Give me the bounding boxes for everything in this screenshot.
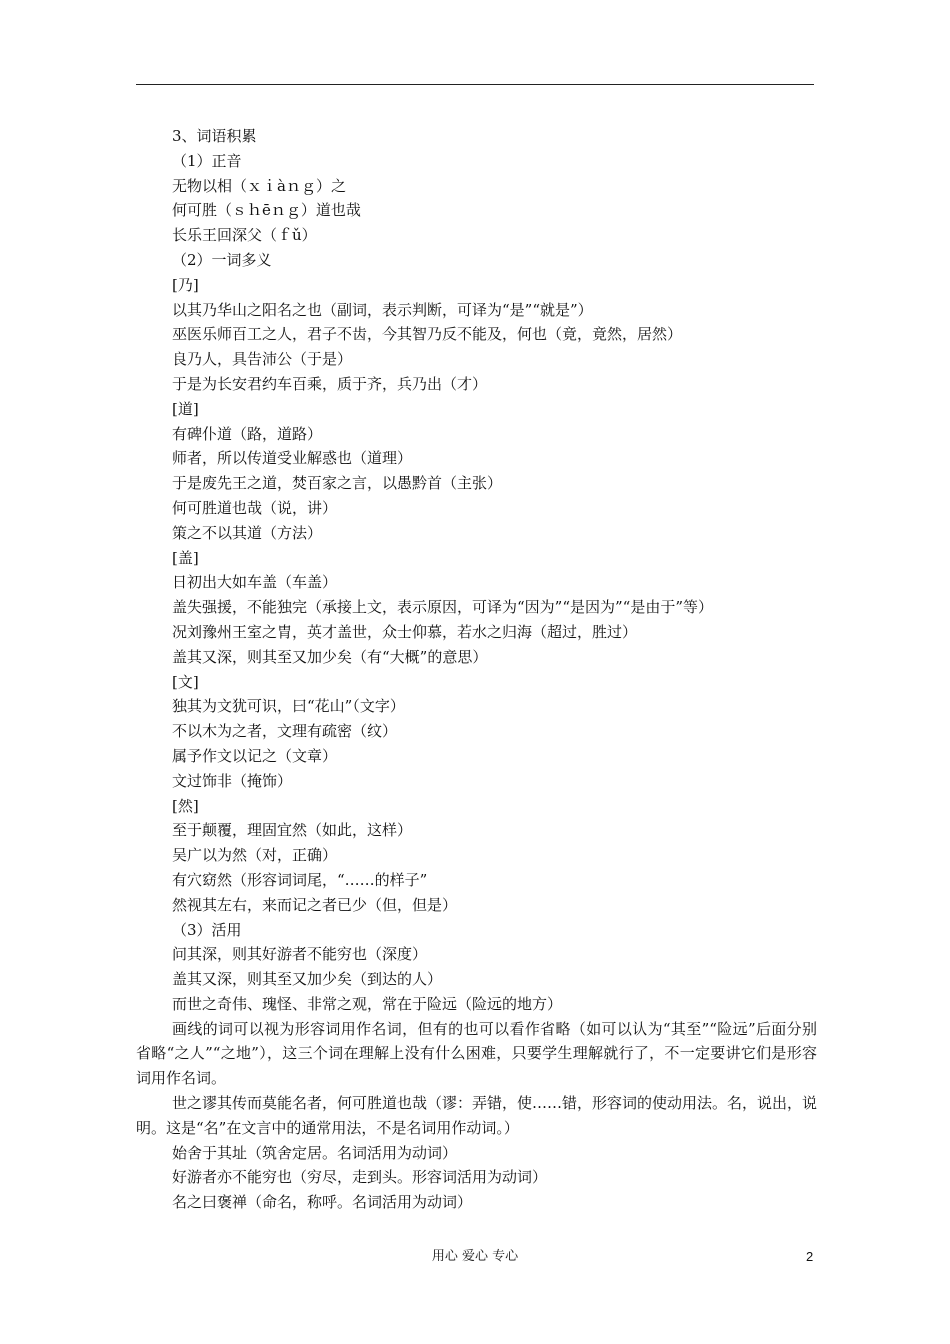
text-line: 盖其又深，则其至又加少矣（有“大概”的意思） xyxy=(172,647,488,666)
text-line: 不以木为之者，文理有疏密（纹） xyxy=(172,722,398,741)
document-body xyxy=(136,124,818,1215)
word-heading: [道] xyxy=(172,399,199,418)
text-line: 有碑仆道（路，道路） xyxy=(172,424,323,443)
text-line: 无物以相（ｘｉàｎｇ）之 xyxy=(172,176,346,195)
text-line: 吴广以为然（对，正确） xyxy=(172,846,338,865)
text-line: 况刘豫州王室之胄，英才盖世，众士仰慕，若水之归海（超过，胜过） xyxy=(172,622,638,641)
text-line: 师者，所以传道受业解惑也（道理） xyxy=(172,449,413,468)
explanation-paragraph: 画线的词可以视为形容词用作名词，但有的也可以看作省略（如可以认为“其至”“险远”后面分别省略“之人”“之地”），这三个词在理解上没有什么困难，只要学生理解就行了，不一定要讲它们是形容词用作名词。 xyxy=(136,1019,817,1088)
word-heading: [文] xyxy=(172,672,199,691)
word-heading: [乃] xyxy=(172,275,199,294)
text-line: 好游者亦不能穷也（穷尽，走到头。形容词活用为动词） xyxy=(172,1168,548,1187)
text-line: 至于颠覆，理固宜然（如此，这样） xyxy=(172,821,413,840)
subsection-heading: （3）活用 xyxy=(172,920,242,939)
header-rule xyxy=(136,84,814,85)
text-line: 以其乃华山之阳名之也（副词，表示判断，可译为“是”“就是”） xyxy=(172,300,593,319)
page-number: 2 xyxy=(806,1249,814,1264)
text-line: 良乃人，具告沛公（于是） xyxy=(172,350,353,369)
section-heading: 3、词语积累 xyxy=(172,127,257,145)
subsection-heading: （1）正音 xyxy=(172,151,242,170)
text-line: 然视其左右，来而记之者已少（但，但是） xyxy=(172,895,458,914)
text-line: 日初出大如车盖（车盖） xyxy=(172,573,338,592)
footer-slogan: 用心 爱心 专心 xyxy=(431,1249,519,1264)
text-line: 名之曰褒禅（命名，称呼。名词活用为动词） xyxy=(172,1193,473,1212)
text-line: 巫医乐师百工之人，君子不齿，今其智乃反不能及，何也（竟，竟然，居然） xyxy=(172,325,683,344)
explanation-paragraph: 世之谬其传而莫能名者，何可胜道也哉（谬：弄错，使……错，形容词的使动用法。名，说出，说明。这是“名”在文言中的通常用法，不是名词用作动词。） xyxy=(136,1094,818,1137)
subsection-heading: （2）一词多义 xyxy=(172,250,272,269)
text-line: 有穴窈然（形容词词尾，“……的样子” xyxy=(172,870,428,889)
word-heading: [盖] xyxy=(172,548,199,567)
text-line: 盖其又深，则其至又加少矣（到达的人） xyxy=(172,970,443,989)
text-line: 何可胜（ｓｈēｎｇ）道也哉 xyxy=(172,201,361,220)
text-line: 盖失强援，不能独完（承接上文，表示原因，可译为“因为”“是因为”“是由于”等） xyxy=(172,598,714,617)
text-line: 于是废先王之道，焚百家之言，以愚黔首（主张） xyxy=(172,474,503,493)
text-line: 何可胜道也哉（说，讲） xyxy=(172,498,338,517)
text-line: 而世之奇伟、瑰怪、非常之观，常在于险远（险远的地方） xyxy=(172,994,563,1013)
word-heading: [然] xyxy=(172,796,199,815)
text-line: 问其深，则其好游者不能穷也（深度） xyxy=(172,945,428,964)
text-line: 长乐王回深父（ｆǔ） xyxy=(172,226,317,245)
text-line: 始舍于其址（筑舍定居。名词活用为动词） xyxy=(172,1143,458,1162)
text-line: 于是为长安君约车百乘，质于齐，兵乃出（才） xyxy=(172,374,488,393)
text-line: 属予作文以记之（文章） xyxy=(172,746,338,765)
text-line: 文过饰非（掩饰） xyxy=(172,771,293,790)
text-line: 策之不以其道（方法） xyxy=(172,523,323,542)
text-line: 独其为文犹可识，曰“花山”（文字） xyxy=(172,697,405,716)
